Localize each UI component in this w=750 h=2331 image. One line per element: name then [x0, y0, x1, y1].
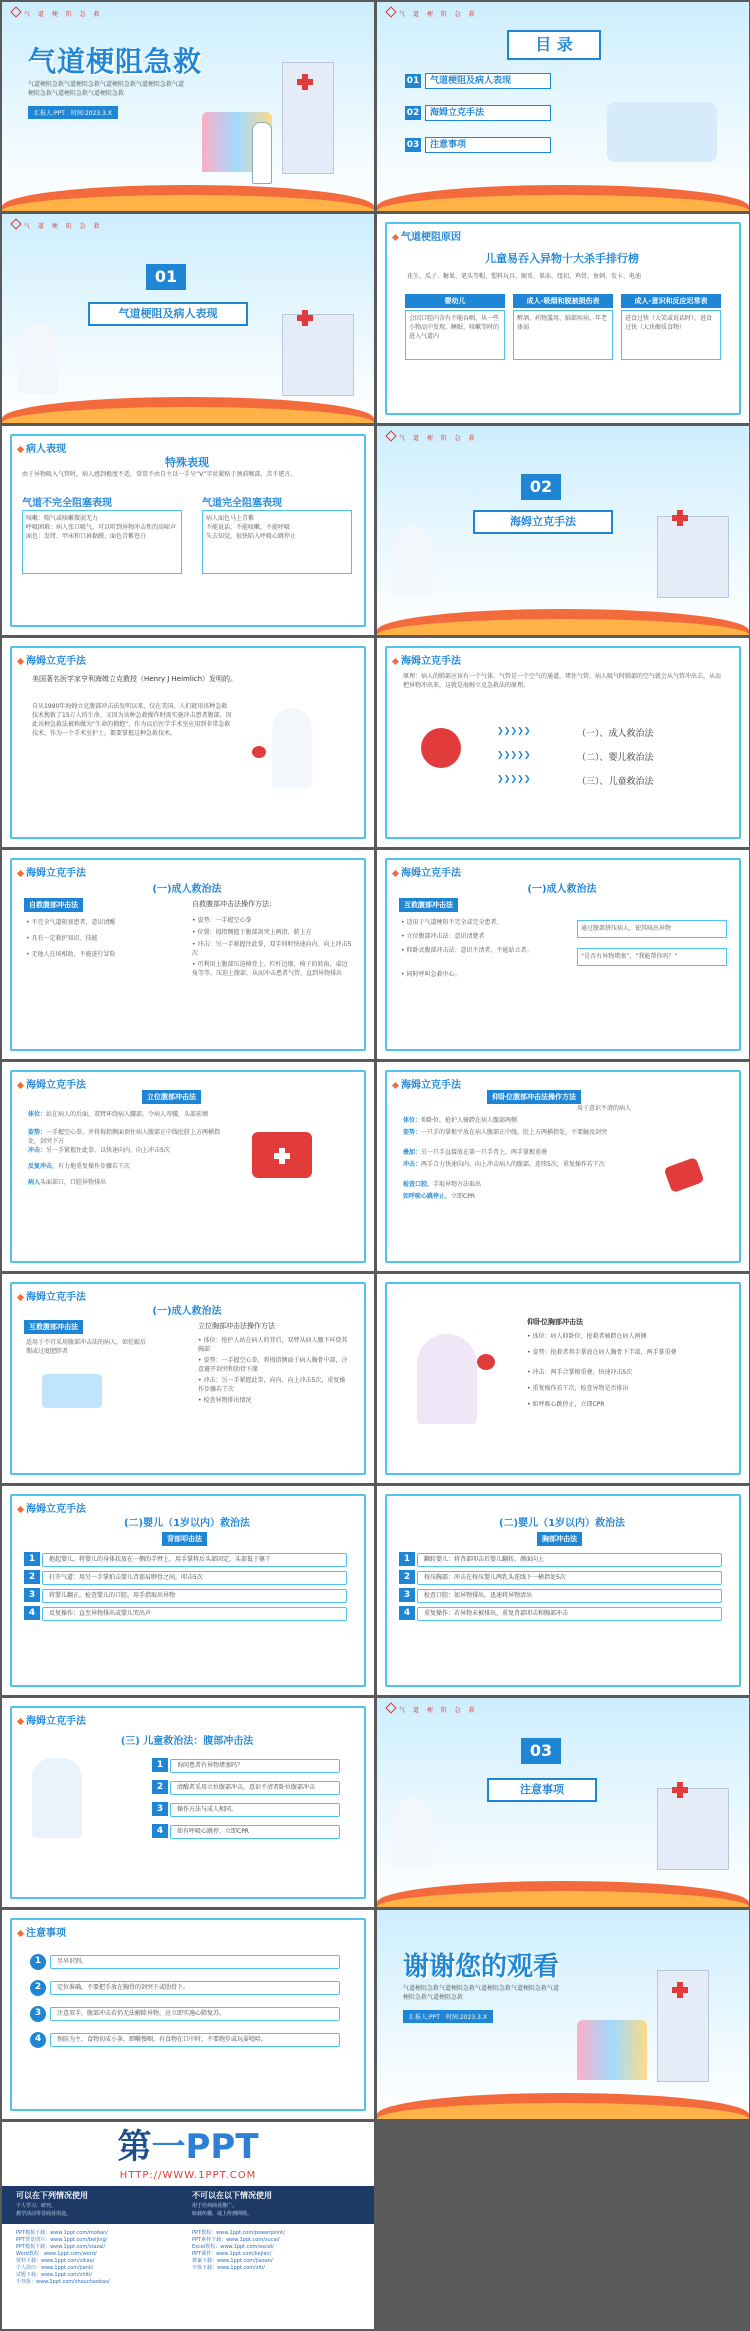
doctor-figure: [252, 122, 272, 184]
toc-title: 目 录: [507, 30, 601, 60]
slide-thanks[interactable]: [377, 1910, 749, 2119]
doctor-with-stethoscope: [417, 1334, 477, 1424]
step-number: 1: [152, 1758, 168, 1772]
bullet-item: • 如呼吸心跳停止，立即CPR: [527, 1401, 605, 1408]
slide-supine-chest[interactable]: [377, 1274, 749, 1483]
slide-adult-chest[interactable]: [2, 1274, 374, 1483]
slide-topbar: 气 道 梗 阻 急 救: [387, 1704, 478, 1714]
method-item: （一）、成人救治法: [577, 729, 654, 739]
title-description: 气道梗阻急救气道梗阻急救气道梗阻急救气道梗阻急救气道梗阻急救气道梗阻急救气道梗阻急救: [28, 81, 185, 97]
red-cross-icon: [433, 740, 449, 756]
step-item: 如有呼吸心跳停，立即CPR: [170, 1825, 340, 1839]
slide-heading: 海姆立克手法: [393, 864, 461, 879]
right-box: 病人面色马上青紫 不能说话，不能咳嗽，不能呼吸 失去知觉，很快陷入呼吸心跳停止: [202, 510, 352, 574]
step-number: 3: [24, 1588, 40, 1602]
intro-text: 花生、瓜子、糖果、笔头等帽、塑料玩具、硬币、果冻、纽扣、鸡骨、鱼刺、发卡、电池: [407, 273, 642, 280]
slide-subtitle: (三) 儿童救治法：腹部冲击法: [120, 1736, 254, 1747]
section-number: 02: [521, 474, 561, 500]
slide-adult-mutual[interactable]: [377, 850, 749, 1059]
toc-number: 03: [406, 140, 420, 150]
bullet-item: • 具有一定救护知识、技能: [26, 935, 98, 942]
slide-section-03[interactable]: [377, 1698, 749, 1907]
bullet-item: • 可利用上腹部压迫椅背上、栏杆边缘，椅子的转角，桌边角等等，压迫上腹部，从而冲击患者气管，直到异物排出: [192, 961, 348, 977]
forbidden-list: 用于任何商业推广。 转载传播，或上传到网络。: [192, 2203, 253, 2217]
bullet-item: • 冲击：另一手紧握住此拳，双手同时快速向内、向上冲击5次: [192, 941, 352, 957]
step-item: 体位：仰卧位，抢护人骑跨在病人髋部两侧: [403, 1117, 518, 1124]
step-number: 4: [399, 1606, 415, 1620]
toc-item-2[interactable]: 海姆立克手法: [425, 105, 551, 121]
slide-heading: 海姆立克手法: [18, 1500, 86, 1515]
step-item: 冲击：另一手紧握住此拳，以快速向内、向上冲击5次: [28, 1147, 170, 1154]
left-heading: 气道不完全阻塞表现: [22, 498, 112, 509]
slide-heading: 海姆立克手法: [393, 1076, 461, 1091]
step-item: 姿势：一只手的掌根平放在病人腹部正中线，肚上方两横指处，不要触及剑突: [403, 1129, 608, 1136]
logo-url[interactable]: HTTP://WWW.1PPT.COM: [119, 2170, 257, 2181]
slide-heading: 海姆立克手法: [18, 1288, 86, 1303]
step-item: 尽早识别。: [50, 1955, 340, 1969]
left-text: 适用于不宜采用腹部冲击法的病人，如妊娠后期或过度肥胖者: [26, 1339, 147, 1355]
method-tag: 互救腹部冲击法: [399, 898, 458, 912]
bullet-item: • 姿势：一手握空心拳: [192, 917, 252, 924]
slide-topbar: 气 道 梗 阻 急 救: [387, 8, 478, 18]
slide-heading: 海姆立克手法: [18, 864, 86, 879]
step-item: 询问患者有异物堵塞吗？: [170, 1759, 340, 1773]
forbidden-heading: 不可以在以下情况使用: [192, 2191, 272, 2200]
slide-child[interactable]: [2, 1698, 374, 1907]
slide-heading: 海姆立克手法: [393, 652, 461, 667]
bullet-item: • 重复操作若干次，检查异物是否排出: [527, 1385, 629, 1392]
right-heading: 立位胸部冲击法操作方法: [198, 1322, 275, 1330]
medical-staff-illustration: [607, 102, 717, 162]
hospital-building: [657, 516, 729, 598]
step-item: 冲击：两手合力快速向内、向上冲击病人的腹部，连续5次，重复操作若干次: [403, 1161, 605, 1168]
intro-text: 原理：病人的肺部应该有一个气体，气管是一个空气的通道，堵住气管，病人吸气时肺部的空气就会从气管冲出去，从而把异物冲出来，这就是海姆立克急救法的原理。: [403, 673, 722, 689]
step-item: 体位：站在病人的后面，双臂环绕病人腰部，令病人弯腰，头部前倾: [28, 1111, 209, 1118]
reporter-badge: 汇报人:PPT 时间:2023.3.X: [28, 106, 118, 119]
step-number: 1: [30, 1954, 46, 1970]
slide-infant-back[interactable]: [2, 1486, 374, 1695]
heart-icon: [252, 746, 266, 758]
arrows-icon: ❯❯❯❯❯: [497, 726, 531, 735]
bullet-item: • 仰卧式腹部冲击法：意识不清者，不能站立者。: [401, 947, 533, 954]
step-item: 清醒者采用立位腹部冲击，意识不清者卧位腹部冲击: [170, 1781, 340, 1795]
slide-topbar: 气 道 梗 阻 急 救: [12, 8, 103, 18]
intro-text: 美国著名医学家亨利海姆立克教授（Henry J Heimlich）发明的。: [32, 675, 238, 683]
nurse-figure: [272, 708, 312, 788]
step-item: 定位准确，不要把手放在胸骨的剑突下或肋骨下。: [50, 1981, 340, 1995]
right-heading: 自救腹部冲击法操作方法：: [192, 900, 276, 908]
step-number: 3: [152, 1802, 168, 1816]
slide-subtitle: (一)成人救治法: [152, 1306, 222, 1317]
slide-standing-abdominal[interactable]: [2, 1062, 374, 1271]
slide-topbar: 气 道 梗 阻 急 救: [12, 220, 103, 230]
bullet-item: • 冲击：两手合掌根重叠，快速冲击5次: [527, 1369, 633, 1376]
step-number: 2: [24, 1570, 40, 1584]
bullet-item: • 体位：病人仰卧位，抢救者骑跨在病人两侧: [527, 1333, 647, 1340]
section-title: 海姆立克手法: [473, 510, 613, 534]
bullet-item: • 检查异物排出情况: [198, 1397, 252, 1404]
allowed-heading: 可以在下列情况使用: [16, 2191, 88, 2200]
step-number: 2: [30, 1980, 46, 1996]
slide-supine-abdominal[interactable]: [377, 1062, 749, 1271]
method-subtitle: 用于意识不清的病人: [577, 1105, 632, 1112]
slide-heading: 海姆立克手法: [18, 1076, 86, 1091]
slide-heading: 海姆立克手法: [18, 1712, 86, 1727]
method-tag: 胸部冲击法: [537, 1532, 582, 1546]
slide-heading: 气道梗阻原因: [393, 228, 461, 243]
step-item: 操作方法与成人相同。: [170, 1803, 340, 1817]
link-list-left[interactable]: PPT模板下载：www.1ppt.com/moban/ PPT背景图片：www.1ppt.com/beijing/ PPT模板下载：www.1ppt.com/xiazai/ Word教程：www.1ppt.com/word/ 资料下载：www.1ppt.com/ziliao/ 个人简历：www.1ppt.com/jianli/ 试题下载：www.1ppt.com/shiti/ 手抄报：www.1ppt.com/shouchaobao/: [16, 2230, 110, 2285]
left-box: 咳嗽：喘气或咳嗽微弱无力 呼吸困难：病人张口吸气，可以听到异物冲击性的高啼声 面色：发绀、甲床和口唇黏膜、面色青紫苍白: [22, 510, 182, 574]
quote-box: “是否有异物堵塞”，“我能帮你吗？”: [577, 948, 727, 966]
slide-subtitle: 儿童易吞入异物十大杀手排行榜: [485, 252, 639, 265]
step-item: 病人头面部口，口腔异物排出: [28, 1179, 107, 1186]
step-item: 打开气道：用另一手掌拍击婴儿背部肩胛骨之间，叩击5次: [42, 1571, 347, 1585]
arrows-icon: ❯❯❯❯❯: [497, 774, 531, 783]
reporter-badge: 汇报人:PPT 时间:2023.3.X: [403, 2010, 493, 2023]
bullet-item: • 姿势：抢救者将手掌放在病人胸骨下半部，两手掌重叠: [527, 1349, 677, 1356]
slide-subtitle: (二)婴儿（1岁以内）救治法: [498, 1518, 626, 1529]
slide-section-01[interactable]: [2, 214, 374, 423]
nurse-figure: [393, 1798, 433, 1868]
right-heading: 气道完全阻塞表现: [202, 498, 282, 509]
slide-subtitle: (一)成人救治法: [152, 884, 222, 895]
step-item: 姿势：一手握空心拳，并将拇指侧面顶住病人腹部正中线肚脐上方两横指处，剑突下方: [28, 1129, 221, 1145]
col-heading: 成人-意识和反应迟常表: [621, 294, 721, 308]
allowed-list: 个人学习、研究。 教学活动等非商业用途。: [16, 2203, 72, 2217]
slide-precautions[interactable]: [2, 1910, 374, 2119]
quote-box: 通过腹部挤压病人，使其咳出异物: [577, 920, 727, 938]
col-text: 醉酒、药物滥用、脑部疾病、年老体弱: [513, 310, 613, 360]
slide-toc[interactable]: [377, 2, 749, 211]
step-item: 反复操作：直至异物排出或婴儿哭出声: [42, 1607, 347, 1621]
section-title: 注意事项: [487, 1778, 597, 1802]
bullet-item: • 适用于气道梗阻不完全或完全患者。: [401, 919, 503, 926]
hospital-building: [657, 1788, 729, 1870]
step-number: 1: [399, 1552, 415, 1566]
step-number: 2: [399, 1570, 415, 1584]
method-tag: 背部叩击法: [162, 1532, 207, 1546]
step-item: 预防为主，食物切成小条，细嚼慢咽，有食物在口中时，不要跑步或玩耍嘻哈。: [50, 2033, 340, 2047]
section-title: 气道梗阻及病人表现: [88, 302, 248, 326]
usage-band: [2, 2186, 374, 2224]
link-list-right[interactable]: PPT教程：www.1ppt.com/powerpoint/ PPT素材下载：www.1ppt.com/sucai/ Excel教程：www.1ppt.com/excel/ PPT课件：www.1ppt.com/kejian/ 教案下载：www.1ppt.com/jiaoan/ 字体下载：www.1ppt.com/ziti/: [192, 2230, 285, 2271]
step-item: 反复冲击，有力地重复操作步骤若干次: [28, 1163, 131, 1170]
slide-heading: 病人表现: [18, 440, 66, 455]
slide-heading: 海姆立克手法: [18, 652, 86, 667]
slide-heimlich-principle[interactable]: [377, 638, 749, 847]
toc-item-3[interactable]: 注意事项: [425, 137, 551, 153]
intro-text: 由于异物吸入气管时，病人感到极度不适，常常不由自主以一手呈“V”字状紧贴于颈前喉部，苦不堪言。: [22, 471, 297, 478]
section-number: 03: [521, 1738, 561, 1764]
bullet-item: • 位置：拇指侧握于腹部剑突上两指、脐上方: [192, 929, 312, 936]
method-tag: 互救腹部冲击法: [24, 1320, 83, 1334]
logo-text-a: 第: [117, 2127, 152, 2167]
doctor-figure: [32, 1758, 82, 1838]
col-heading: 成人-吸烟和脱被损伤表: [513, 294, 613, 308]
red-cross-icon: [672, 1782, 688, 1798]
step-item: 抱起婴儿，将婴儿的身体扶放在一侧的手臂上，用手掌将后头部固定，头部低于躯干: [42, 1553, 347, 1567]
bullet-item: • 不完全气道阻塞患者，意识清醒: [26, 919, 116, 926]
arrows-icon: ❯❯❯❯❯: [497, 750, 531, 759]
step-number: 4: [152, 1824, 168, 1838]
slide-adult-self[interactable]: [2, 850, 374, 1059]
slide-topbar: 气 道 梗 阻 急 救: [387, 432, 478, 442]
step-number: 4: [24, 1606, 40, 1620]
step-item: 检查口腔，手取异物方法取出: [403, 1181, 482, 1188]
phone-illustration: [42, 1374, 102, 1408]
step-number: 3: [30, 2006, 46, 2022]
nurse-figure: [393, 526, 433, 596]
thanks-description: 气道梗阻急救气道梗阻急救气道梗阻急救气道梗阻急救气道梗阻急救气道梗阻急救: [403, 1985, 560, 2001]
step-number: 1: [24, 1552, 40, 1566]
col-text: 会因口腔内含有不能吞咽、从一些小物品中发现、睡眠、咳嗽等时的进入气道内: [405, 310, 505, 360]
step-item: 重复操作：若异物未被排出，重复背部叩击和胸部冲击: [417, 1607, 722, 1621]
toc-number: 02: [406, 108, 420, 118]
slide-infant-chest[interactable]: [377, 1486, 749, 1695]
step-item: 如呼吸心跳停止，立即CPR: [403, 1193, 475, 1200]
method-item: （三）、儿童救治法: [577, 777, 654, 787]
body-text: 自从1990年海姆立克腹部冲击法发明以来，仅在美国，人们就用该种急救技术挽救了15万人的生命。又因为该种急救操作时需实施冲击患者腹部，因此该种急救法被称做为“生命的拥抱”，作为以后医学手术室应用到非常急救技术，作为一个手术室护士，都要掌握这种急救技术。: [32, 703, 232, 737]
slide-subtitle: (一)成人救治法: [527, 884, 597, 895]
red-cross-icon: [297, 74, 313, 90]
slide-subtitle: (二)婴儿（1岁以内）救治法: [123, 1518, 251, 1529]
red-cross-icon: [672, 510, 688, 526]
step-number: 4: [30, 2032, 46, 2048]
city-skyline: [577, 2020, 647, 2080]
method-heading: 仰卧位胸部冲击法: [527, 1318, 583, 1326]
method-tag: 自救腹部冲击法: [24, 898, 83, 912]
slide-causes[interactable]: [377, 214, 749, 423]
slide-heimlich-intro[interactable]: [2, 638, 374, 847]
step-item: 按压胸部：冲击在按压婴儿两乳头连线下一横指处5次: [417, 1571, 722, 1585]
main-title: 气道梗阻急救: [28, 45, 203, 78]
step-item: 注意双手，腹部冲击若仍无法解除异物，应立即实施心肺复苏。: [50, 2007, 340, 2021]
toc-number: 01: [406, 76, 420, 86]
section-number: 01: [146, 264, 186, 290]
bullet-item: • 立位腹部冲击法：意识清楚者: [401, 933, 485, 940]
logo-text-b: 一PPT: [151, 2127, 259, 2167]
bullet-item: • 姿势：一手握空心拳，将拇指侧面于病人胸骨中部，注意避开剑突和肋骨下缘: [198, 1357, 348, 1373]
step-item: 翻转婴儿：将背部叩击后婴儿翻转，颜面向上: [417, 1553, 722, 1567]
slide-title[interactable]: [2, 2, 374, 211]
toc-item-1[interactable]: 气道梗阻及病人表现: [425, 73, 551, 89]
col-text: 进食过快（大笑或说话时），进食过快（大块硬质食物）: [621, 310, 721, 360]
slide-subtitle: 特殊表现: [165, 456, 209, 469]
slide-section-02[interactable]: [377, 426, 749, 635]
col-heading: 婴幼儿: [405, 294, 505, 308]
white-cross-icon: [274, 1148, 290, 1164]
method-tag: 立位腹部冲击法: [142, 1090, 201, 1104]
bullet-item: • 冲击：另一手紧握此拳，向内、向上冲击5次，重复操作步骤若干次: [198, 1377, 346, 1393]
heart-icon: [477, 1354, 495, 1370]
ppt-footer-panel: [2, 2122, 374, 2329]
bullet-item: • 无他人在场相助，不能进行冒险: [26, 951, 116, 958]
step-item: 检查口腔：如异物排出，迅速将异物清出: [417, 1589, 722, 1603]
step-number: 2: [152, 1780, 168, 1794]
method-tag: 仰卧位腹部冲击法操作方法: [487, 1090, 581, 1104]
red-cross-icon: [672, 1982, 688, 1998]
step-item: 将婴儿翻正，检查婴儿的口腔，用手指取出异物: [42, 1589, 347, 1603]
bullet-item: • 体位：抢护人站在病人的背后，双臂从病人腋下环绕其胸部: [198, 1337, 348, 1353]
step-item: 叠加：另一只手直接放在第一只手背上，两手掌根重叠: [403, 1149, 548, 1156]
red-cross-icon: [297, 310, 313, 326]
thanks-title: 谢谢您的观看: [403, 1952, 560, 1982]
method-item: （二）、婴儿救治法: [577, 753, 654, 763]
slide-symptoms[interactable]: [2, 426, 374, 635]
bullet-item: • 同时呼叫急救中心。: [401, 971, 461, 978]
step-number: 3: [399, 1588, 415, 1602]
nurse-figure: [18, 324, 58, 394]
hospital-building: [282, 314, 354, 396]
slide-heading: 注意事项: [18, 1924, 66, 1939]
